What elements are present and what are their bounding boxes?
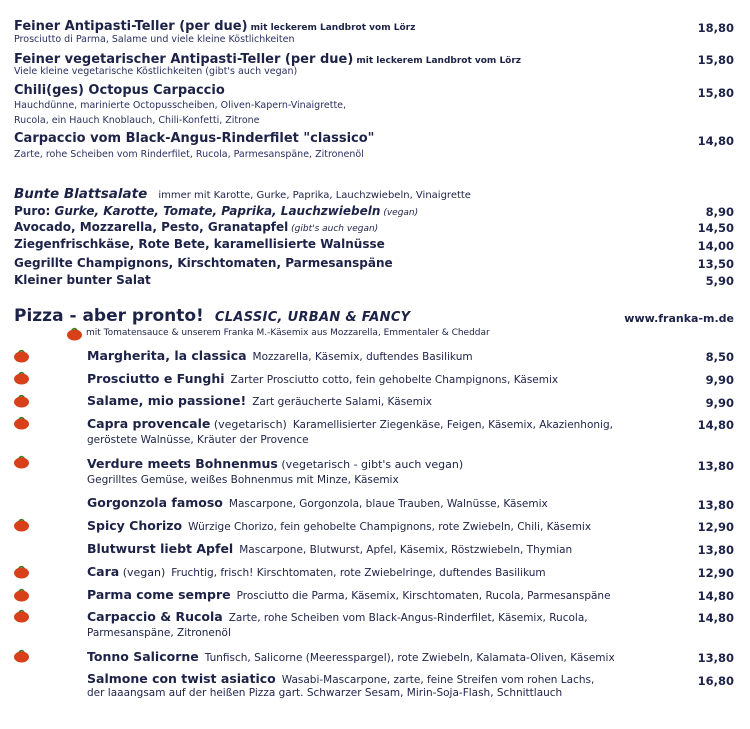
- price: 5,90: [705, 274, 734, 288]
- salad-item: Avocado, Mozzarella, Pesto, Granatapfel (gibt's auch vegan): [14, 220, 379, 234]
- pizza-item: Salame, mio passione! Zart geräucherte Salami, Käsemix: [87, 393, 432, 408]
- price: 14,80: [697, 589, 734, 603]
- price: 13,80: [697, 498, 734, 512]
- pizza-item: Carpaccio & Rucola Zarte, rohe Scheiben vom Black-Angus-Rinderfilet, Käsemix, Rucola,: [87, 609, 588, 624]
- price: 13,80: [697, 543, 734, 557]
- pizza-item-desc: geröstete Walnüsse, Kräuter der Provence: [87, 434, 309, 446]
- tomato-icon: [13, 371, 30, 385]
- pizza-item: Gorgonzola famoso Mascarpone, Gorgonzola, blaue Trauben, Walnüsse, Käsemix: [87, 495, 548, 510]
- price: 13,80: [697, 651, 734, 665]
- price: 15,80: [697, 86, 734, 100]
- pizza-item: Parma come sempre Prosciutto die Parma, Käsemix, Kirschtomaten, Rucola, Parmesanspäne: [87, 587, 611, 602]
- pizza-item: Cara (vegan) Fruchtig, frisch! Kirschtomaten, rote Zwiebelringe, duftendes Basilikum: [87, 564, 546, 579]
- tomato-icon: [13, 609, 30, 623]
- price: 8,90: [705, 205, 734, 219]
- price: 12,90: [697, 520, 734, 534]
- antipasti-item-name: Feiner vegetarischer Antipasti-Teller (per due) mit leckerem Landbrot vom Lörz: [14, 52, 522, 67]
- pizza-item: Verdure meets Bohnenmus (vegetarisch - gibt's auch vegan): [87, 456, 464, 471]
- antipasti-item-desc: Zarte, rohe Scheiben vom Rinderfilet, Rucola, Parmesanspäne, Zitronenöl: [14, 149, 364, 160]
- tomato-icon: [66, 327, 83, 341]
- pizza-item-desc: Gegrilltes Gemüse, weißes Bohnenmus mit Minze, Käsemix: [87, 474, 399, 486]
- price: 13,80: [697, 459, 734, 473]
- salad-item: Kleiner bunter Salat: [14, 273, 151, 287]
- pizza-header: [14, 306, 410, 326]
- antipasti-item-desc: Hauchdünne, marinierte Octopusscheiben, Oliven-Kapern-Vinaigrette,: [14, 100, 347, 111]
- antipasti-item-desc: Prosciutto di Parma, Salame und viele kleine Köstlichkeiten: [14, 34, 295, 45]
- tomato-icon: [13, 394, 30, 408]
- pizza-intro: mit Tomatensauce & unserem Franka M.-Käsemix aus Mozzarella, Emmentaler & Cheddar: [86, 328, 490, 338]
- price: 9,90: [705, 396, 734, 410]
- tomato-icon: [13, 649, 30, 663]
- price: 8,50: [705, 350, 734, 364]
- price: 18,80: [697, 21, 734, 35]
- salads-subtitle: immer mit Karotte, Gurke, Paprika, Lauchzwiebeln, Vinaigrette: [158, 190, 471, 201]
- salads-title: Bunte Blattsalate: [14, 186, 148, 202]
- price: 14,80: [697, 418, 734, 432]
- pizza-item: Capra provencale (vegetarisch) Karamellisierter Ziegenkäse, Feigen, Käsemix, Akazienhonig,: [87, 416, 613, 431]
- antipasti-item-name: Feiner Antipasti-Teller (per due) mit leckerem Landbrot vom Lörz: [14, 19, 416, 34]
- tomato-icon: [13, 416, 30, 430]
- pizza-item: Margherita, la classica Mozzarella, Käsemix, duftendes Basilikum: [87, 348, 473, 363]
- antipasti-item-desc: Rucola, ein Hauch Knoblauch, Chili-Konfetti, Zitrone: [14, 115, 260, 126]
- antipasti-item-name: Carpaccio vom Black-Angus-Rinderfilet "classico": [14, 131, 375, 146]
- pizza-item: Prosciutto e Funghi Zarter Prosciutto cotto, fein gehobelte Champignons, Käsemix: [87, 371, 559, 386]
- salads-header: [14, 183, 471, 202]
- price: 16,80: [697, 674, 734, 688]
- price: 9,90: [705, 373, 734, 387]
- pizza-item: Blutwurst liebt Apfel Mascarpone, Blutwurst, Apfel, Käsemix, Röstzwiebeln, Thymian: [87, 541, 573, 556]
- price: 14,50: [697, 221, 734, 235]
- pizza-item: Spicy Chorizo Würzige Chorizo, fein gehobelte Champignons, rote Zwiebeln, Chili, Käsemix: [87, 518, 592, 533]
- antipasti-item-desc: Viele kleine vegetarische Köstlichkeiten (gibt's auch vegan): [14, 66, 298, 77]
- antipasti-item-name: Chili(ges) Octopus Carpaccio: [14, 83, 225, 98]
- tomato-icon: [13, 349, 30, 363]
- price: 13,50: [697, 257, 734, 271]
- tomato-icon: [13, 455, 30, 469]
- pizza-item-desc: Parmesanspäne, Zitronenöl: [87, 627, 231, 639]
- pizza-item: Salmone con twist asiatico Wasabi-Mascarpone, zarte, feine Streifen vom rohen Lachs,: [87, 671, 595, 686]
- price: 14,00: [697, 239, 734, 253]
- tomato-icon: [13, 565, 30, 579]
- price: 14,80: [697, 611, 734, 625]
- salad-item: Ziegenfrischkäse, Rote Bete, karamellisierte Walnüsse: [14, 237, 385, 251]
- website: www.franka-m.de: [624, 312, 734, 325]
- price: 12,90: [697, 566, 734, 580]
- tomato-icon: [13, 518, 30, 532]
- price: 15,80: [697, 53, 734, 67]
- salad-item: Gegrillte Champignons, Kirschtomaten, Parmesanspäne: [14, 256, 393, 270]
- pizza-subtitle: CLASSIC, URBAN & FANCY: [214, 310, 411, 325]
- pizza-item: Tonno Salicorne Tunfisch, Salicorne (Meeresspargel), rote Zwiebeln, Kalamata-Oliven, Käsemix: [87, 649, 615, 664]
- pizza-item-desc: der laaangsam auf der heißen Pizza gart. Schwarzer Sesam, Mirin-Soja-Flash, Schnittlauch: [87, 687, 563, 699]
- salad-item: Puro: Gurke, Karotte, Tomate, Paprika, Lauchzwiebeln (vegan): [14, 204, 419, 218]
- tomato-icon: [13, 588, 30, 602]
- pizza-title: Pizza - aber pronto!: [14, 306, 204, 326]
- price: 14,80: [697, 134, 734, 148]
